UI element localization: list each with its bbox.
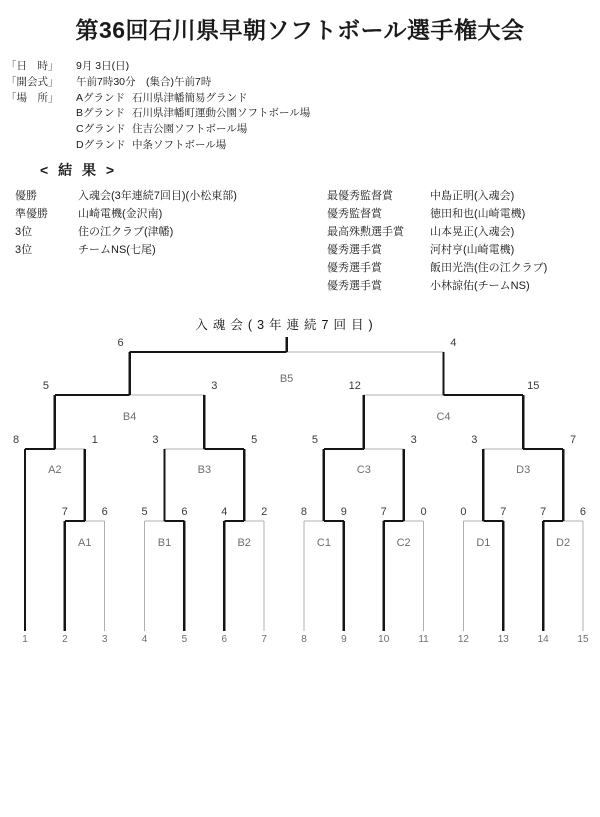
info-label: 「場 所」 <box>6 91 59 104</box>
award-recipient: 中島正明(入魂会) <box>430 190 515 202</box>
award-recipient: 山本晃正(入魂会) <box>430 226 515 238</box>
score-left: 5 <box>141 506 148 518</box>
match-label: D2 <box>556 537 571 549</box>
match-label: D3 <box>516 464 531 476</box>
score-left: 4 <box>221 506 228 518</box>
standing-rank: 3位 <box>15 226 33 238</box>
score-right: 5 <box>251 434 258 446</box>
score-right: 6 <box>101 506 108 518</box>
score-right: 7 <box>500 506 507 518</box>
match-label: C1 <box>316 537 331 549</box>
score-right: 6 <box>579 506 587 518</box>
team-number: 7 <box>261 634 267 645</box>
match-label: C3 <box>356 464 371 476</box>
award-title: 優秀選手賞 <box>327 244 382 256</box>
award-recipient: 河村亨(山崎電機) <box>430 244 515 256</box>
score-left: 6 <box>117 337 124 349</box>
score-left: 5 <box>311 434 318 446</box>
score-right: 6 <box>181 506 188 518</box>
standing-rank: 優勝 <box>15 190 37 202</box>
ground-label: Cグランド <box>76 123 126 136</box>
match-label: A1 <box>78 537 92 549</box>
match-label: B3 <box>197 464 212 476</box>
info-value: 午前7時30分 (集合)午前7時 <box>76 75 212 88</box>
score-right: 3 <box>410 434 417 446</box>
standing-rank: 3位 <box>15 244 33 256</box>
award-recipient: 小林諒佑(チームNS) <box>430 280 530 292</box>
award-title: 最高殊勲選手賞 <box>327 226 404 238</box>
match-label: C2 <box>396 537 411 549</box>
team-number: 6 <box>221 634 228 645</box>
award-title: 優秀監督賞 <box>327 208 382 220</box>
score-left: 5 <box>42 380 49 392</box>
award-recipient: 徳田和也(山崎電機) <box>430 208 526 220</box>
score-right: 1 <box>91 434 98 446</box>
champion-label: 入魂会(3年連続7回目) <box>195 318 378 332</box>
team-number: 14 <box>537 634 549 645</box>
score-right: 15 <box>527 380 540 392</box>
page-title: 第36回石川県早朝ソフトボール選手権大会 <box>75 17 525 43</box>
venue-name: 住吉公園ソフトボール場 <box>132 123 248 136</box>
results-heading: < 結 果 > <box>40 162 118 178</box>
team-number: 11 <box>418 634 429 645</box>
match-label: B2 <box>237 537 251 549</box>
score-left: 0 <box>460 506 467 518</box>
score-left: 7 <box>380 506 387 518</box>
info-label: 「日 時」 <box>6 60 59 72</box>
score-left: 12 <box>348 380 361 392</box>
venue-name: 石川県津幡簡易グランド <box>132 91 248 104</box>
ground-label: Dグランド <box>76 139 126 151</box>
award-title: 優秀選手賞 <box>327 262 382 274</box>
score-left: 3 <box>471 434 478 446</box>
match-label: B5 <box>279 373 294 385</box>
match-label: D1 <box>476 537 491 549</box>
info-label: 「開会式」 <box>6 75 59 88</box>
team-number: 9 <box>341 634 347 645</box>
standing-rank: 準優勝 <box>15 208 48 220</box>
venue-name: 中条ソフトボール場 <box>132 139 227 151</box>
team-number: 12 <box>457 634 469 645</box>
score-left: 3 <box>152 434 159 446</box>
ground-label: Bグランド <box>76 107 126 120</box>
ground-label: Aグランド <box>76 91 126 104</box>
score-right: 0 <box>420 506 427 518</box>
award-recipient: 飯田光浩(住の江クラブ) <box>430 262 548 274</box>
standing-team: 入魂会(3年連続7回目)(小松東部) <box>78 190 237 202</box>
team-number: 8 <box>301 634 307 645</box>
team-number: 13 <box>497 634 509 645</box>
team-number: 10 <box>378 634 390 645</box>
award-title: 最優秀監督賞 <box>327 190 393 202</box>
team-number: 4 <box>141 634 148 645</box>
standing-team: チームNS(七尾) <box>78 244 156 256</box>
team-number: 2 <box>62 634 68 645</box>
standing-team: 住の江クラブ(津幡) <box>78 226 174 238</box>
match-label: A2 <box>48 464 62 476</box>
score-right: 3 <box>211 380 218 392</box>
score-right: 7 <box>570 434 577 446</box>
team-number: 1 <box>22 634 28 645</box>
score-right: 4 <box>450 337 457 349</box>
score-left: 7 <box>61 506 68 518</box>
score-left: 8 <box>300 506 308 518</box>
team-number: 3 <box>101 634 108 645</box>
info-value: 9月 3日(日) <box>76 60 130 72</box>
score-right: 9 <box>340 506 347 518</box>
match-label: C4 <box>436 411 451 423</box>
score-left: 7 <box>540 506 547 518</box>
standing-team: 山崎電機(金沢南) <box>78 208 163 220</box>
score-right: 2 <box>261 506 268 518</box>
venue-name: 石川県津幡町運動公園ソフトボール場 <box>132 107 311 120</box>
match-label: B1 <box>157 537 172 549</box>
award-title: 優秀選手賞 <box>327 280 382 292</box>
team-number: 5 <box>181 634 188 645</box>
team-number: 15 <box>577 634 589 645</box>
score-left: 8 <box>12 434 20 446</box>
match-label: B4 <box>122 411 137 423</box>
